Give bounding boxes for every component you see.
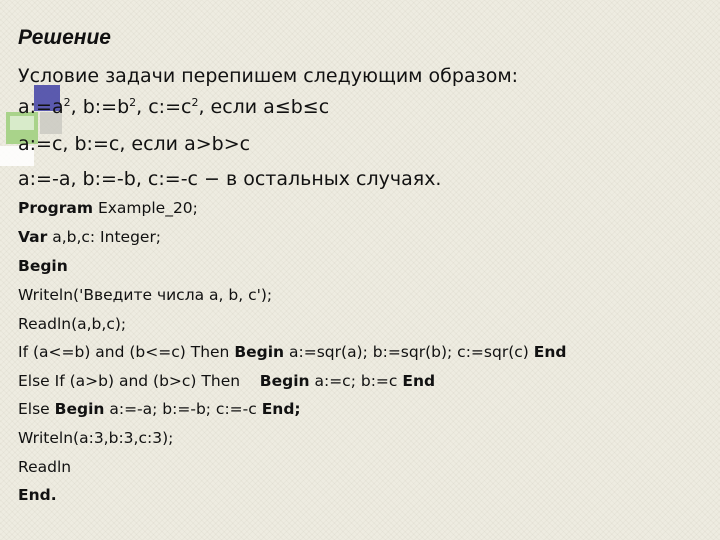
else-body: a:=-a; b:=-b; c:=-c (104, 400, 262, 418)
kw-end: End. (18, 486, 57, 504)
code-line-elseif (18, 370, 435, 392)
var-decl: a,b,c: Integer; (47, 228, 162, 246)
cond1-b: , b:=b (70, 96, 130, 118)
if-body: a:=sqr(a); b:=sqr(b); c:=sqr(c) (284, 343, 534, 361)
kw-elseif-begin: Begin (259, 372, 310, 390)
code-line-else (18, 398, 301, 420)
cond1-b-exp: 2 (129, 96, 137, 109)
kw-program: Program (18, 199, 94, 217)
elseif-body: a:=c; b:=c (309, 372, 403, 390)
condition-line-1 (18, 94, 329, 120)
kw-else-begin: Begin (54, 400, 105, 418)
code-line-program (18, 197, 198, 219)
if-cond: If (a<=b) and (b<=c) Then (18, 343, 235, 361)
condition-line-3: a:=-a, b:=-b, c:=-c − в остальных случаях. (18, 168, 442, 190)
program-name: Example_20; (93, 199, 198, 217)
code-line-writeln-out: Writeln(a:3,b:3,c:3); (18, 429, 174, 447)
kw-var: Var (18, 228, 48, 246)
slide-title: Решение (18, 26, 111, 49)
condition-line-2: a:=c, b:=c, если a>b>c (18, 133, 251, 155)
kw-if-end: End (533, 343, 567, 361)
code-line-begin (18, 255, 68, 277)
kw-else-end: End; (261, 400, 301, 418)
condition-intro: Условие задачи перепишем следующим образом: (18, 65, 519, 87)
code-line-if (18, 341, 566, 363)
code-line-var (18, 226, 161, 248)
kw-if-begin: Begin (234, 343, 285, 361)
else-kw: Else (18, 400, 55, 418)
cond1-a: a:=a (18, 96, 64, 118)
elseif-cond: Else If (a>b) and (b>c) Then (18, 372, 260, 390)
code-line-readln: Readln (18, 458, 72, 476)
cond1-a-exp: 2 (63, 96, 71, 109)
cond1-c: , c:=c (136, 96, 192, 118)
cond1-tail: , если a≤b≤c (198, 96, 330, 118)
kw-begin: Begin (18, 257, 68, 275)
code-line-writeln-prompt: Writeln('Введите числа a, b, c'); (18, 286, 273, 304)
cond1-c-exp: 2 (191, 96, 199, 109)
kw-elseif-end: End (402, 372, 436, 390)
code-line-end (18, 484, 57, 506)
code-line-readln-abc: Readln(a,b,c); (18, 315, 127, 333)
